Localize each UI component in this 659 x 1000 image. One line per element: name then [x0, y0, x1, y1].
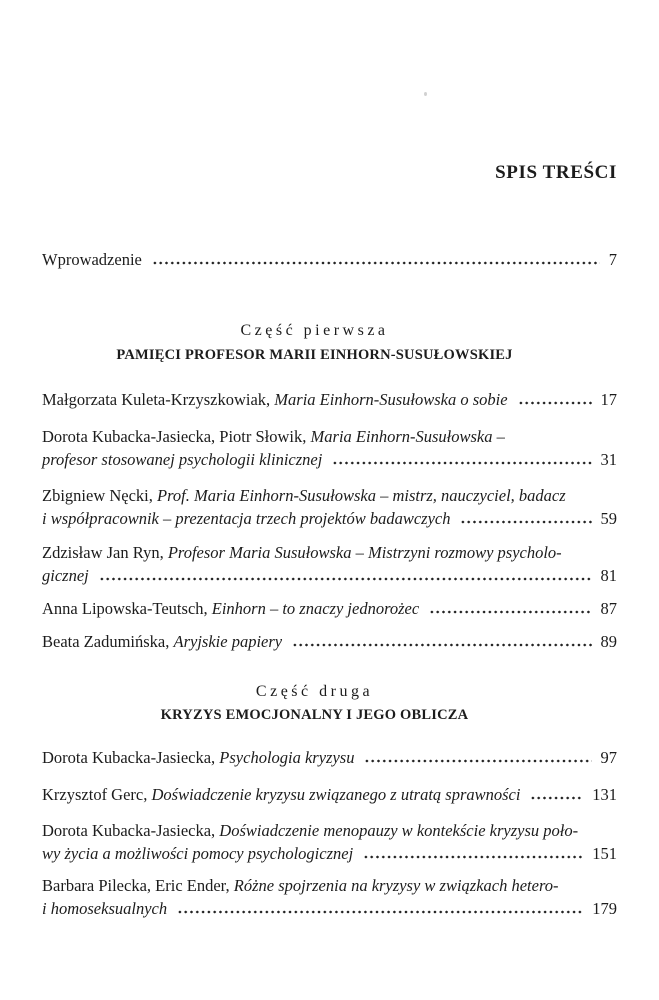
entry-text	[42, 630, 282, 653]
toc-entry	[42, 630, 617, 653]
entry-title: Maria Einhorn-Susułowska –	[310, 427, 505, 446]
entry-title-continued: i współpracownik – prezentacja trzech projektów badawczych	[42, 509, 451, 528]
entry-second-line	[42, 897, 617, 920]
entry-text	[42, 783, 520, 806]
dot-leader	[364, 759, 591, 763]
dot-leader	[152, 261, 600, 265]
entry-text	[42, 874, 617, 897]
toc-entry-wprowadzenie	[42, 248, 617, 271]
entry-authors: Barbara Pilecka, Eric Ender,	[42, 876, 234, 895]
dot-leader	[460, 520, 591, 524]
entry-second-line	[42, 564, 617, 587]
dot-leader	[177, 910, 583, 914]
entry-authors: Dorota Kubacka-Jasiecka,	[42, 748, 220, 767]
page-number: 97	[600, 748, 617, 767]
entry-title: Doświadczenie menopauzy w kontekście kryzysu poło-	[219, 821, 579, 840]
toc-entry	[42, 484, 617, 530]
entry-title: Prof. Maria Einhorn-Susułowska – mistrz, nauczyciel, badacz	[157, 486, 566, 505]
dot-leader	[429, 610, 591, 614]
entry-text	[42, 425, 617, 448]
entry-title: Aryjskie papiery	[173, 632, 283, 651]
part-2-section	[42, 681, 617, 920]
entry-label: Wprowadzenie	[42, 250, 142, 269]
entry-title: Różne spojrzenia na kryzysy w związkach hetero-	[233, 876, 559, 895]
page-number: 87	[600, 599, 617, 618]
entry-title: Profesor Maria Susułowska – Mistrzyni rozmowy psycholo-	[167, 543, 562, 562]
entry-title-continued: i homoseksualnych	[42, 899, 168, 918]
entry-text	[42, 388, 508, 411]
entry-text	[42, 484, 617, 507]
toc-entry	[42, 541, 617, 587]
page-number: 151	[592, 844, 617, 863]
part-heading: PAMIĘCI PROFESOR MARII EINHORN-SUSUŁOWSKIEJ	[116, 347, 513, 363]
toc-entry	[42, 783, 617, 806]
dot-leader	[363, 855, 583, 859]
entry-authors: Dorota Kubacka-Jasiecka,	[42, 821, 220, 840]
entry-authors: Dorota Kubacka-Jasiecka, Piotr Słowik,	[42, 427, 311, 446]
part-kicker: Część pierwsza	[240, 322, 389, 339]
page-number: 89	[600, 632, 617, 651]
toc-entry	[42, 597, 617, 620]
toc-entry	[42, 388, 617, 411]
entry-authors: Krzysztof Gerc,	[42, 785, 152, 804]
part-1-section	[42, 320, 617, 653]
dot-leader	[332, 461, 591, 465]
page-number: 17	[600, 390, 617, 409]
page-number: 31	[600, 450, 617, 469]
entry-authors: Małgorzata Kuleta-Krzyszkowiak,	[42, 390, 275, 409]
toc-entry	[42, 425, 617, 471]
entry-title: Doświadczenie kryzysu związanego z utratą sprawności	[151, 785, 521, 804]
scan-speck	[424, 92, 427, 96]
entry-text	[42, 746, 354, 769]
page-title: SPIS TREŚCI	[495, 162, 617, 183]
entry-title-continued: gicznej	[42, 566, 89, 585]
part-heading: KRYZYS EMOCJONALNY I JEGO OBLICZA	[160, 707, 469, 723]
page-number: 131	[592, 785, 617, 804]
page-number: 7	[608, 250, 617, 269]
dot-leader	[292, 643, 591, 647]
entry-second-line	[42, 507, 617, 530]
entry-second-line	[42, 448, 617, 471]
entry-title: Einhorn – to znaczy jednorożec	[211, 599, 420, 618]
entry-text	[42, 819, 617, 842]
entry-authors: Beata Zadumińska,	[42, 632, 174, 651]
toc-entry	[42, 746, 617, 769]
entry-title: Maria Einhorn-Susułowska o sobie	[274, 390, 508, 409]
entry-text	[42, 597, 419, 620]
dot-leader	[518, 401, 592, 405]
entry-title: Psychologia kryzysu	[219, 748, 355, 767]
entry-text	[42, 541, 617, 564]
page-number: 59	[600, 509, 617, 528]
entry-title-continued: profesor stosowanej psychologii klinicznej	[42, 450, 323, 469]
dot-leader	[530, 796, 583, 800]
entry-authors: Zdzisław Jan Ryn,	[42, 543, 168, 562]
entry-authors: Anna Lipowska-Teutsch,	[42, 599, 212, 618]
entry-title-continued: wy życia a możliwości pomocy psychologicznej	[42, 844, 354, 863]
entry-second-line	[42, 842, 617, 865]
entry-authors: Zbigniew Nęcki,	[42, 486, 158, 505]
dot-leader	[99, 577, 592, 581]
page-number: 81	[600, 566, 617, 585]
toc-entry	[42, 819, 617, 865]
toc-entry	[42, 874, 617, 920]
part-kicker: Część druga	[255, 683, 374, 700]
page-number: 179	[592, 899, 617, 918]
